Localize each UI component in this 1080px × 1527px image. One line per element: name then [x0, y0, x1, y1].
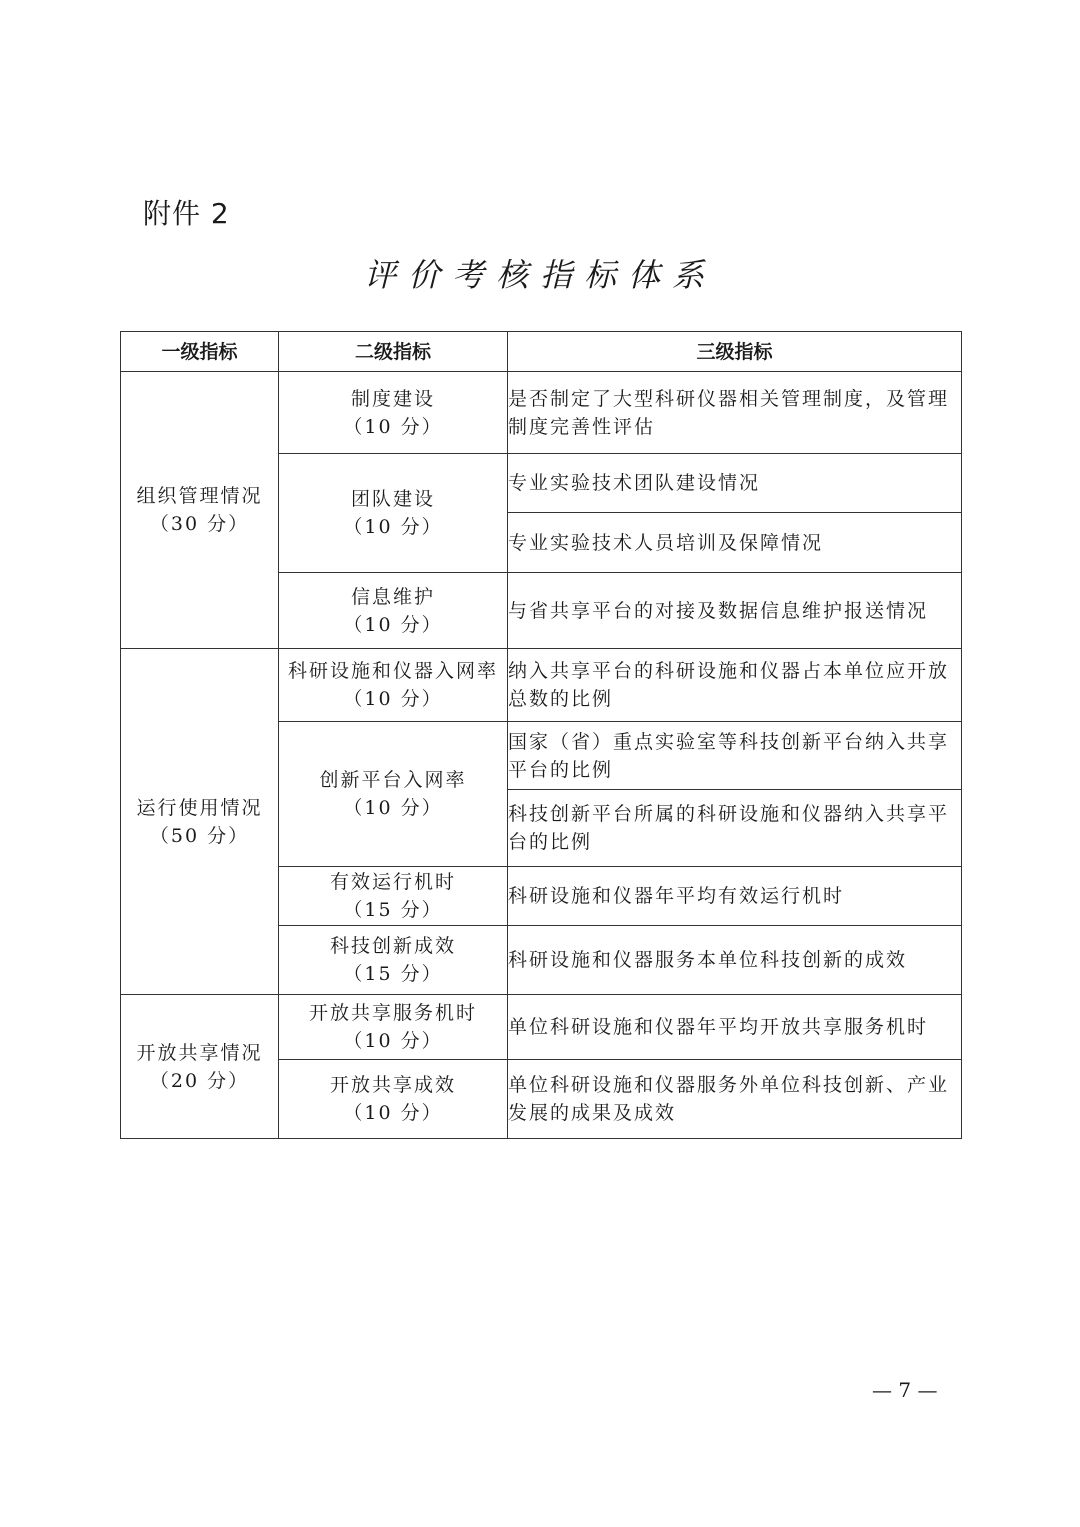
level3-cell: 纳入共享平台的科研设施和仪器占本单位应开放总数的比例	[508, 649, 962, 722]
table-header-row	[121, 332, 962, 372]
level2-name: 团队建设	[350, 488, 435, 510]
level2-name: 有效运行机时	[329, 871, 456, 893]
level2-score: （10 分）	[343, 688, 443, 710]
level3-cell: 国家（省）重点实验室等科技创新平台纳入共享平台的比例	[508, 722, 962, 790]
header-level3: 三级指标	[508, 332, 962, 372]
level2-name: 开放共享服务机时	[308, 1002, 477, 1024]
level1-score: （50 分）	[149, 824, 250, 847]
level2-name: 信息维护	[350, 585, 435, 608]
level3-cell: 科研设施和仪器年平均有效运行机时	[508, 867, 962, 926]
level2-score: （15 分）	[343, 899, 443, 921]
level2-cell	[279, 867, 508, 926]
level2-score: （10 分）	[343, 1030, 443, 1052]
level2-name: 创新平台入网率	[319, 769, 467, 791]
level1-cell	[121, 372, 279, 649]
level2-cell	[279, 1060, 508, 1139]
level3-cell: 与省共享平台的对接及数据信息维护报送情况	[508, 573, 962, 649]
header-level1: 一级指标	[121, 332, 279, 372]
level2-cell	[279, 649, 508, 722]
level2-cell	[279, 372, 508, 454]
level2-score: （10 分）	[343, 516, 443, 538]
level1-score: （20 分）	[149, 1069, 250, 1092]
level2-score: （10 分）	[343, 1102, 443, 1124]
level3-cell: 单位科研设施和仪器服务外单位科技创新、产业发展的成果及成效	[508, 1060, 962, 1139]
level1-cell	[121, 649, 279, 995]
level1-name: 开放共享情况	[136, 1041, 263, 1064]
level2-name: 开放共享成效	[329, 1074, 456, 1096]
level1-name: 运行使用情况	[136, 796, 263, 819]
attachment-label: 附件 2	[143, 197, 230, 230]
level2-cell	[279, 995, 508, 1060]
level2-cell	[279, 722, 508, 867]
level2-name: 制度建设	[350, 387, 435, 410]
level2-name: 科研设施和仪器入网率	[287, 660, 498, 682]
table-row	[121, 372, 962, 454]
level3-cell: 是否制定了大型科研仪器相关管理制度，及管理制度完善性评估	[508, 372, 962, 454]
document-title: 评价考核指标体系	[363, 256, 716, 294]
indicator-table	[120, 331, 962, 1139]
level2-cell	[279, 573, 508, 649]
level3-cell: 科技创新平台所属的科研设施和仪器纳入共享平台的比例	[508, 790, 962, 867]
header-level2: 二级指标	[279, 332, 508, 372]
table-row	[121, 649, 962, 722]
level2-cell	[279, 926, 508, 995]
level3-cell: 科研设施和仪器服务本单位科技创新的成效	[508, 926, 962, 995]
level2-score: （10 分）	[343, 797, 443, 819]
level3-cell: 专业实验技术人员培训及保障情况	[508, 513, 962, 573]
table-row	[121, 995, 962, 1060]
level3-cell: 单位科研设施和仪器年平均开放共享服务机时	[508, 995, 962, 1060]
level2-cell	[279, 454, 508, 573]
page-number: — 7 —	[872, 1378, 938, 1402]
level2-score: （15 分）	[343, 963, 443, 985]
level2-name: 科技创新成效	[329, 935, 456, 957]
level2-score: （10 分）	[343, 613, 443, 636]
level1-cell	[121, 995, 279, 1139]
level1-name: 组织管理情况	[136, 485, 263, 507]
level2-score: （10 分）	[343, 415, 443, 438]
level1-score: （30 分）	[149, 513, 250, 535]
level3-cell: 专业实验技术团队建设情况	[508, 454, 962, 513]
